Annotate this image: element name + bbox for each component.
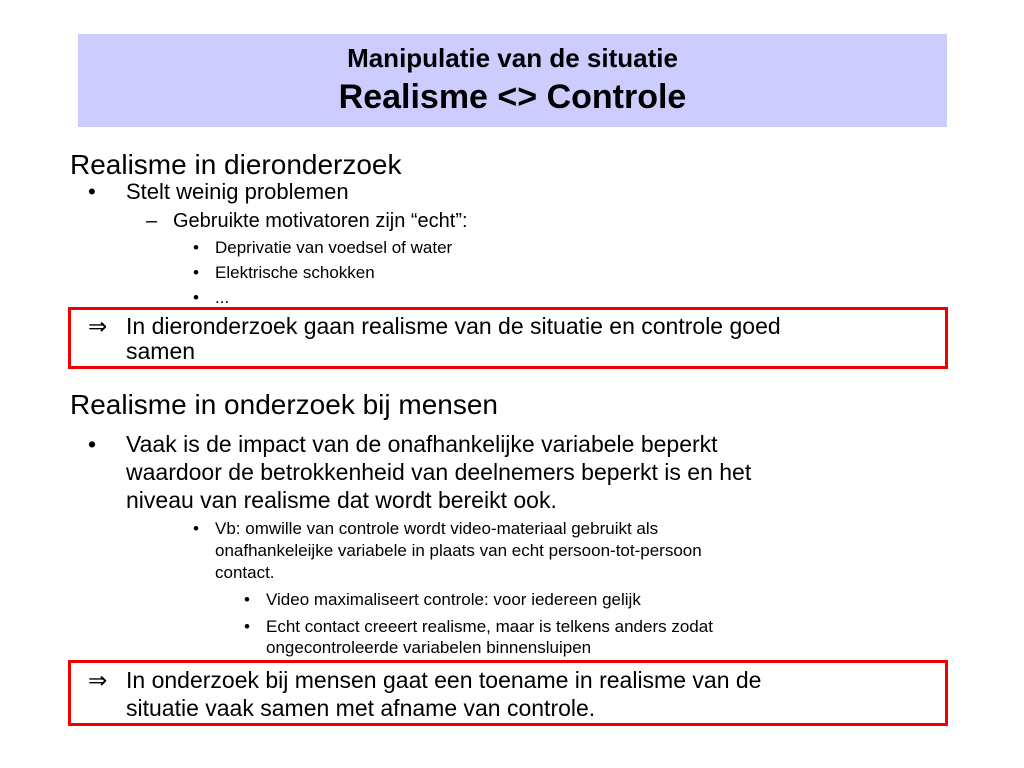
- section1-heading: Realisme in dieronderzoek: [70, 149, 402, 180]
- section1-item: ...: [215, 288, 230, 307]
- section1-bullet: Stelt weinig problemen: [126, 179, 349, 204]
- section2-example: contact.: [215, 563, 275, 582]
- section2-example: onafhankeleijke variabele in plaats van echt persoon-tot-persoon: [215, 541, 702, 560]
- section1-item: Deprivatie van voedsel of water: [215, 238, 453, 257]
- bullet-icon: •: [193, 238, 199, 257]
- dash-icon: –: [146, 210, 158, 232]
- bullet-icon: •: [193, 263, 199, 282]
- section2-example: Vb: omwille van controle wordt video-materiaal gebruikt als: [215, 519, 659, 538]
- section1-item: Elektrische schokken: [215, 263, 375, 282]
- section2-conclusion: situatie vaak samen met afname van controle.: [126, 695, 596, 721]
- section2-conclusion: In onderzoek bij mensen gaat een toename in realisme van de: [126, 667, 762, 693]
- section2-heading: Realisme in onderzoek bij mensen: [70, 389, 498, 420]
- section2-bullet: niveau van realisme dat wordt bereikt ook.: [126, 487, 557, 513]
- section1-conclusion: samen: [126, 338, 196, 364]
- slide-subtitle: Realisme <> Controle: [338, 78, 687, 116]
- bullet-icon: •: [193, 519, 199, 538]
- section1-conclusion: In dieronderzoek gaan realisme van de situatie en controle goed: [126, 313, 781, 339]
- section2-sub-item: Video maximaliseert controle: voor iedereen gelijk: [266, 590, 641, 609]
- section2-sub-item: Echt contact creeert realisme, maar is telkens anders zodat: [266, 617, 713, 636]
- bullet-icon: •: [88, 179, 96, 204]
- slide-title: Manipulatie van de situatie: [347, 43, 678, 73]
- implies-icon: ⇒: [88, 313, 108, 339]
- section2-bullet: Vaak is de impact van de onafhankelijke variabele beperkt: [126, 431, 718, 457]
- section1-sub: Gebruikte motivatoren zijn “echt”:: [173, 210, 468, 232]
- bullet-icon: •: [88, 431, 97, 457]
- bullet-icon: •: [244, 590, 250, 609]
- implies-icon: ⇒: [88, 667, 108, 693]
- section2-bullet: waardoor de betrokkenheid van deelnemers beperkt is en het: [126, 459, 752, 485]
- bullet-icon: •: [244, 617, 250, 636]
- slide-title-box: [78, 34, 947, 127]
- bullet-icon: •: [193, 288, 199, 307]
- section2-sub-item: ongecontroleerde variabelen binnensluipen: [266, 638, 592, 657]
